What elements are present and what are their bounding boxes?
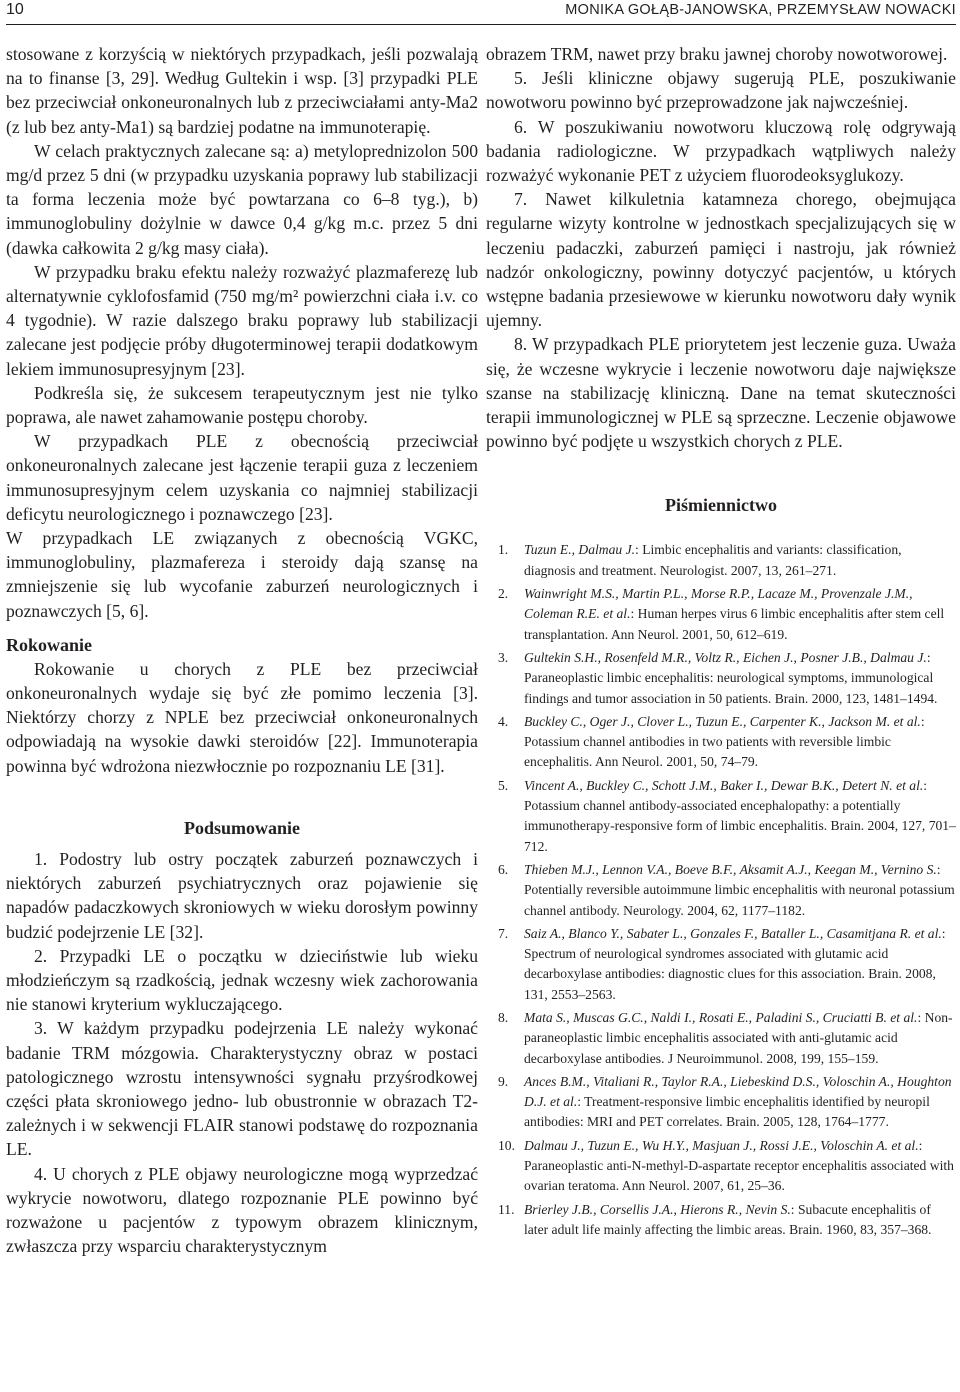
reference-number: 9. [498,1073,509,1089]
left-column [6,42,478,1258]
reference-number: 1. [498,542,509,558]
reference-text: : Paraneoplastic anti-N-methyl-D-aspartate receptor encephalitis associated with ovarian teratoma. Ann Neurol. 2007, 61, 25–36. [524,1137,954,1194]
summary-item: 5. Jeśli kliniczne objawy sugerują PLE, poszukiwanie nowotworu powinno być przeprowadzone jak najwcześniej. [486,68,956,113]
summary-item: 1. Podostry lub ostry początek zaburzeń poznawczych i niektórych zaburzeń psychiatrycznych oraz pojawienie się napadów padaczkowych skroniowych w wieku dorosłym powinny budzić podejrzenie LE [32]. [6,848,478,942]
reference-item [498,1008,956,1069]
reference-list [486,540,956,1240]
reference-authors: Dalmau J., Tuzun E., Wu H.Y., Masjuan J., Rossi J.E., Voloschin A. et al. [524,1137,919,1153]
reference-item [498,860,956,921]
reference-authors: Mata S., Muscas G.C., Naldi I., Rosati E., Paladini S., Cruciatti B. et al. [524,1009,918,1025]
right-column [486,42,956,1243]
reference-text: : Potassium channel antibodies in two patients with reversible limbic encephalitis. Ann Neurol. 2001, 50, 74–79. [524,713,925,770]
reference-text: : Subacute encephalitis of later adult life mainly affecting the limbic areas. Brain. 1960, 83, 357–368. [524,1201,932,1237]
reference-text: : Spectrum of neurological syndromes associated with glutamic acid decarboxylase antibodies: diagnostic clues for this association. Brain. 2008, 131, 2553–2563. [524,925,946,1002]
reference-number: 6. [498,861,509,877]
reference-text: : Paraneoplastic limbic encephalitis: neurological symptoms, immunological findings and tumor association in 50 patients. Brain. 2000, 123, 1481–1494. [524,649,938,706]
reference-text: : Human herpes virus 6 limbic encephalitis after stem cell transplantation. Ann Neurol. 2001, 50, 612–619. [524,606,945,642]
reference-authors: Tuzun E., Dalmau J. [524,542,636,558]
reference-number: 4. [498,713,509,729]
reference-text: : Non-paraneoplastic limbic encephalitis associated with anti-glutamic acid decarboxylase antibodies. J Neuroimmunol. 2008, 199, 155–159. [524,1009,953,1066]
reference-text: : Potassium channel antibody-associated encephalopathy: a potentially immunotherapy-responsive form of limbic encephalitis. Brain. 2004, 127, 701–712. [524,777,956,854]
reference-item [498,1136,956,1197]
reference-authors: Buckley C., Oger J., Clover L., Tuzun E., Carpenter K., Jackson M. et al. [524,713,921,729]
reference-number: 7. [498,925,509,941]
reference-item [498,712,956,773]
reference-item [498,648,956,709]
paragraph: W przypadkach PLE z obecnością przeciwciał onkoneuronalnych zalecane jest łączenie terapii guza z leczeniem immunosupresyjnym celem uzyskania co najmniej stabilizacji deficytu neurologicznego i poznawczego [23]. [6,431,478,524]
summary-item: 8. W przypadkach PLE priorytetem jest leczenie guza. Uważa się, że wczesne wykrycie i leczenie nowotworu daje największe szanse na stabilizację kliniczną. Dane na temat skuteczności terapii immunologicznej w PLE są sprzeczne. Leczenie objawowe powinno być podjęte u wszystkich chorych z PLE. [486,334,956,452]
paragraph: W przypadku braku efektu należy rozważyć plazmaferezę lub alternatywnie cyklofosfamid (750 mg/m² powierzchni ciała i.v. co 4 tygodnie). W razie dalszego braku poprawy lub stabilizacji zalecane jest podjęcie próby długoterminowej terapii dodatkowym lekiem immunosupresyjnym [23]. [6,261,478,379]
paragraph: Rokowanie u chorych z PLE bez przeciwciał onkoneuronalnych wydaje się być złe pomimo leczenia [3]. Niektórzy chorzy z NPLE bez przeciwciał onkoneuronalnych odpowiadają na wysokie dawki steroidów [22]. Immunoterapia powinna być wdrożona niezwłocznie po rozpoznaniu LE [31]. [6,658,478,776]
summary-item: 6. W poszukiwaniu nowotworu kluczową rolę odgrywają badania radiologiczne. W przypadkach wątpliwych należy rozważyć wykonanie PET z użyciem fluorodeoksyglukozy. [486,116,956,186]
reference-text: : Limbic encephalitis and variants: classification, diagnosis and treatment. Neurologist. 2007, 13, 261–271. [524,542,902,578]
paragraph: W przypadkach LE związanych z obecnością VGKC, immunoglobuliny, plazmafereza i steroidy dają szansę na zmniejszenie się lub wycofanie zaburzeń neurologicznych i poznawczych [5, 6]. [6,528,478,621]
summary-item: 4. U chorych z PLE objawy neurologiczne mogą wyprzedzać wykrycie nowotworu, dlatego rozpoznanie PLE powinno być rozważone u pacjentów z typowym obrazem klinicznym, zwłaszcza przy wsparciu charakterystycznym [6,1163,478,1257]
section-heading-rokowanie: Rokowanie [6,634,93,655]
reference-text: : Potentially reversible autoimmune limbic encephalitis with neuronal potassium channel antibody. Neurology. 2004, 62, 1177–1182. [524,861,955,918]
reference-authors: Vincent A., Buckley C., Schott J.M., Baker I., Dewar B.K., Detert N. et al. [524,777,924,793]
reference-authors: Brierley J.B., Corsellis J.A., Hierons R., Nevin S. [524,1201,791,1217]
reference-authors: Thieben M.J., Lennon V.A., Boeve B.F., Aksamit A.J., Keegan M., Vernino S. [524,861,937,877]
summary-item: 2. Przypadki LE o początku w dzieciństwie lub wieku młodzieńczym są rzadkością, jednak wczesny wiek zachorowania nie stanowi kryterium wykluczającego. [6,945,478,1015]
paragraph: Podkreśla się, że sukcesem terapeutycznym jest nie tylko poprawa, ale nawet zahamowanie postępu choroby. [6,382,478,428]
paragraph: obrazem TRM, nawet przy braku jawnej choroby nowotworowej. [486,44,948,64]
summary-item: 3. W każdym przypadku podejrzenia LE należy wykonać badanie TRM mózgowia. Charakterystyczny obraz w postaci patologicznego wzrostu intensywności sygnału przyśrodkowej części płata skroniowego jedno- lub obustronnie w obrazach T2-zależnych i w sekwencji FLAIR stanowi podstawę do rozpoznania LE. [6,1018,478,1160]
reference-number: 3. [498,649,509,665]
reference-authors: Wainwright M.S., Martin P.L., Morse R.P., Lacaze M., Provenzale J.M., Coleman R.E. et al. [524,586,913,622]
summary-item: 7. Nawet kilkuletnia katamneza chorego, obejmująca regularne wizyty kontrolne w jednostkach specjalizujących się w leczeniu padaczki, zaburzeń pamięci i nastroju, jak również nadzór onkologiczny, powinny dotyczyć pacjentów, u których wstępne badania przesiewowe w kierunku nowotworu dały wynik ujemny. [486,189,956,331]
reference-item [498,1072,956,1133]
references-heading: Piśmiennictwo [665,495,777,516]
reference-item [498,584,956,645]
page-number: 10 [6,1,24,18]
reference-number: 2. [498,586,509,602]
paragraph: W celach praktycznych zalecane są: a) metyloprednizolon 500 mg/d przez 5 dni (w przypadku uzyskania poprawy lub stabilizacji ta forma leczenia może być powtarzana co 6–8 tyg.), b) immunoglobuliny dożylnie w dawce 0,4 g/kg m.c. przez 5 dni (dawka całkowita 2 g/kg masy ciała). [6,140,478,258]
page-header [6,0,956,25]
reference-item [498,924,956,1005]
reference-authors: Ances B.M., Vitaliani R., Taylor R.A., Liebeskind D.S., Voloschin A., Houghton D.J. et al. [524,1073,952,1110]
reference-number: 11. [498,1201,515,1217]
section-heading-podsumowanie: Podsumowanie [183,817,300,838]
paragraph: stosowane z korzyścią w niektórych przypadkach, jeśli pozwalają na to finanse [3, 29]. Według Gultekin i wsp. [3] przypadki PLE bez przeciwciał onkoneuronalnych lub z przeciwciałami anty-Ma2 (z lub bez anty-Ma1) są bardziej podatne na immunoterapię. [6,44,478,137]
reference-text: : Treatment-responsive limbic encephalitis identified by neuropil antibodies: MRI and PET correlates. Brain. 2005, 128, 1764–1777. [524,1094,930,1130]
reference-item [498,776,956,857]
reference-number: 5. [498,777,509,793]
reference-authors: Saiz A., Blanco Y., Sabater L., Gonzales F., Bataller L., Casamitjana R. et al. [524,925,942,941]
reference-authors: Gultekin S.H., Rosenfeld M.R., Voltz R., Eichen J., Posner J.B., Dalmau J. [524,649,927,665]
reference-item [498,1200,956,1241]
reference-number: 8. [498,1009,509,1025]
reference-number: 10. [498,1137,515,1153]
reference-item [498,540,956,581]
running-head: MONIKA GOŁĄB-JANOWSKA, PRZEMYSŁAW NOWACKI [565,2,956,18]
